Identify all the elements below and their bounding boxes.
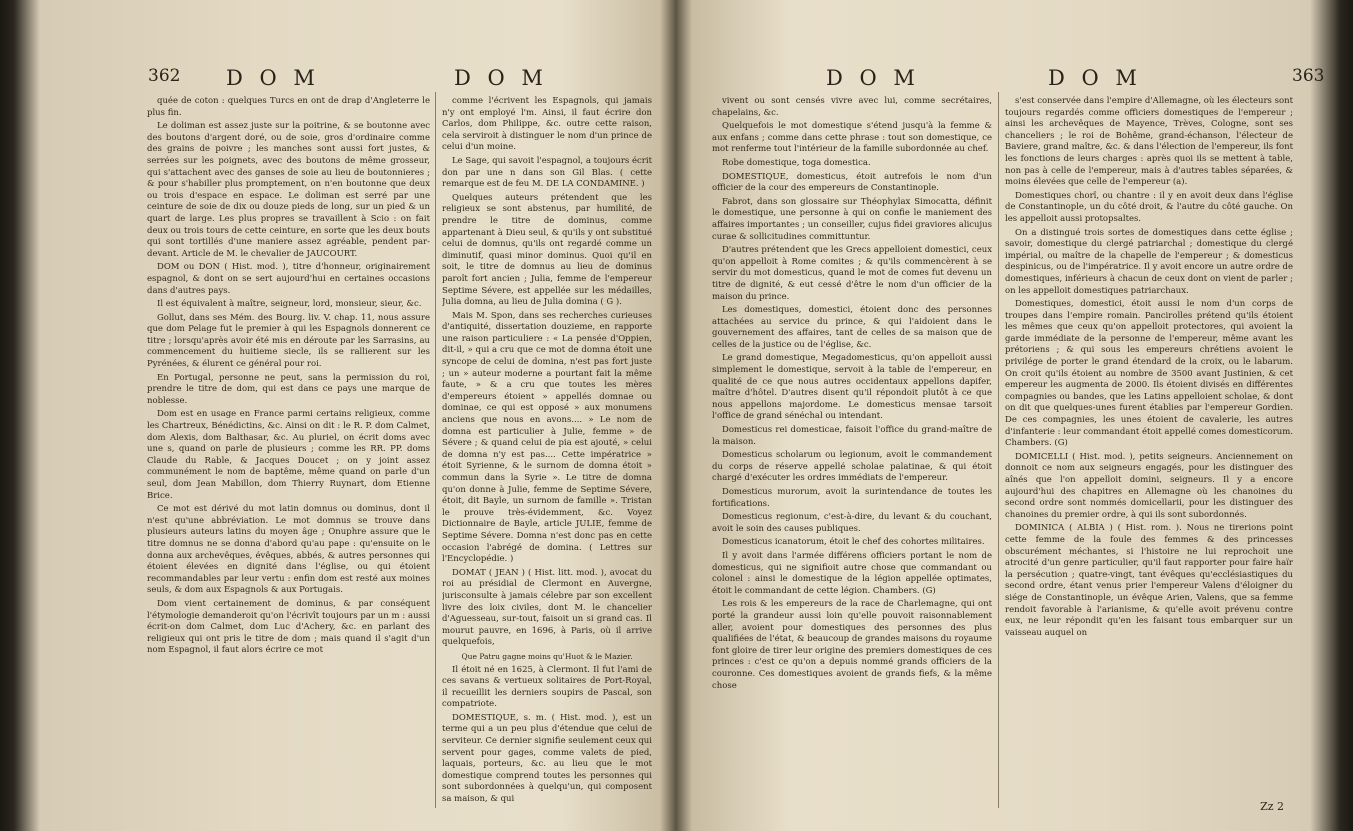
paragraph: Les domestiques, domestici, étoient donc des personnes attachées au service du prince, & qui l'aidoient dans le gouvernement des affaires, tant de celles de sa maison que de celles de la justice ou de l'église, &c. <box>712 305 992 350</box>
paragraph: DOMESTIQUE, s. m. ( Hist. mod. ), est un terme qui a un peu plus d'étendue que celui de serviteur. Ce dernier signifie seulement ceux qui servent pour gages, comme valets de pied, laquais, porteurs, &c. au lieu que le mot domestique comprend toutes les personnes qui sont subordonnées à quelqu'un, qui composent sa maison, & qui <box>442 712 652 805</box>
paragraph: D'autres prétendent que les Grecs appelloient domestici, ceux qu'on appelloit à Rome comites ; & qu'ils commencèrent à se servir du mot domesticus, quand le mot de comes fut devenu un titre de dignité, & eut cessé d'être le nom d'un officier de la maison du prince. <box>712 245 992 302</box>
paragraph: Domesticus murorum, avoit la surintendance de toutes les fortifications. <box>712 487 992 509</box>
paragraph: En Portugal, personne ne peut, sans la permission du roi, prendre le titre de dom, qui est dans ce pays une marque de noblesse. <box>147 372 430 406</box>
text-column-2 <box>442 96 652 808</box>
paragraph: Le doliman est assez juste sur la poitrine, & se boutonne avec des boutons d'argent doré, ou de soie, gros d'ordinaire comme des grains de poivre ; les manches sont aussi fort justes, & serrées sur les poignets, avec des boutons de même grosseur, qui s'attachent avec des ganses de soie au lieu de boutonnieres ; & pour s'habiller plus promptement, on n'en boutonne que deux ou trois d'espace en espace. Le doliman est serré par une ceinture de soie de dix ou douze pieds de long, sur un pied & un quart de large. Les plus propres se travaillent à Scio : on fait deux ou trois tours de cette ceinture, en sorte que les deux bouts qui sont tortillés d'une maniere assez agréable, pendent par-devant. Article de M. le chevalier de JAUCOURT. <box>147 121 430 259</box>
paragraph: DOM ou DON ( Hist. mod. ), titre d'honneur, originairement espagnol, & dont on se sert aujourd'hui en certaines occasions dans d'autres pays. <box>147 262 430 296</box>
left-page <box>30 0 676 831</box>
paragraph: DOMICELLI ( Hist. mod. ), petits seigneurs. Anciennement on donnoit ce nom aux seigneurs engagés, pour les distinguer des aînés que l'on appelloit domini, seigneurs. Il y a encore aujourd'hui des chapitres en Allemagne où les chanoines du second ordre sont nommés domicellarii, pour les distinguer des chanoines du premier ordre, à qui ils sont subordonnés. <box>1005 451 1293 520</box>
paragraph: Domesticus rei domesticae, faisoit l'office du grand-maître de la maison. <box>712 425 992 447</box>
paragraph: Domestiques chorî, ou chantre : il y en avoit deux dans l'église de Constantinople, un du côté droit, & l'autre du côté gauche. On les appelloit aussi protopsaltes. <box>1005 190 1293 224</box>
paragraph: DOMAT ( JEAN ) ( Hist. litt. mod. ), avocat du roi au présidial de Clermont en Auvergne, jurisconsulte à jamais célebre par son excellent livre des loix civiles, dont M. le chancelier d'Aguesseau, sur-tout, faisoit un si grand cas. Il mourut pauvre, en 1696, à Paris, où il arrive quelquefois, <box>442 567 652 648</box>
paragraph: Fabrot, dans son glossaire sur Théophylax Simocatta, définit le domestique, une personne à qui on confie le maniement des affaires importantes ; un conseiller, cujus fidei graviores alicujus curae & sollicitudines committuntur. <box>712 196 992 242</box>
paragraph: Domesticus scholarum ou legionum, avoit le commandement du corps de réserve appellé scholae palatinae, & qui étoit chargé d'exécuter les ordres immédiats de l'empereur. <box>712 450 992 484</box>
page-number: 362 <box>148 66 181 86</box>
signature-mark: Zz 2 <box>1260 800 1284 813</box>
page-number: 363 <box>1292 66 1325 86</box>
running-head: D O M <box>454 66 548 90</box>
paragraph: Il est équivalent à maître, seigneur, lord, monsieur, sieur, &c. <box>157 299 422 310</box>
text-column-4 <box>1005 96 1293 808</box>
paragraph: Domesticus regionum, c'est-à-dire, du levant & du couchant, avoit le soin des causes publiques. <box>712 512 992 534</box>
paragraph: vivent ou sont censés vivre avec lui, comme secrétaires, chapelains, &c. <box>712 96 992 118</box>
paragraph: Il étoit né en 1625, à Clermont. Il fut l'ami de ces savans & vertueux solitaires de Port-Royal, il recueillit les derniers soupirs de Pascal, son compatriote. <box>442 664 652 710</box>
paragraph: Le grand domestique, Megadomesticus, qu'on appelloit aussi simplement le domestique, servoit à la table de l'empereur, en qualité de ce que nous autres occidentaux appellons dapifer, maître d'hôtel. D'autres disent qu'il répondoit plutôt à ce que nous appellons majordome. Le domesticus mensae tarsoit l'office de grand sénéchal ou intendant. <box>712 353 992 422</box>
paragraph: Quelques auteurs prétendent que les religieux se sont abstenus, par humilité, de prendre le titre de dominus, comme appartenant à Dieu seul, & qu'ils y ont substitué celui de domnus, qu'ils ont regardé comme un diminutif, quasi minor dominus. Quoi qu'il en soit, le titre de domnus au lieu de dominus paroît fort ancien ; Julia, femme de l'empereur Septime Sévere, est appellée sur les médailles, Julia domna, au lieu de Julia domina ( G ). <box>442 192 652 308</box>
paragraph: On a distingué trois sortes de domestiques dans cette église ; savoir, domestique du clergé patriarchal ; domestique du clergé impérial, ou maître de la chapelle de l'empereur ; & domesticus despinicus, ou de l'impératrice. Il y avoit encore un autre ordre de domestiques, inférieurs à chacun de ceux dont on vient de parler ; on les appelloit domestiques patriarchaux. <box>1005 227 1293 296</box>
paragraph: Dom est en usage en France parmi certains religieux, comme les Chartreux, Bénédictins, &c. Ainsi on dit : le R. P. dom Calmet, dom Alexis, dom Balthasar, &c. Au pluriel, on écrit doms avec une s, quand on parle de plusieurs ; comme les RR. PP. doms Claude du Rable, & Jacques Doucet ; on y joint assez communément le nom de baptême, même quand on parle d'un seul, dom Jean Mabillon, dom Thierry Ruynart, dom Etienne Brice. <box>147 409 430 501</box>
paragraph: Quelquefois le mot domestique s'étend jusqu'à la femme & aux enfans ; comme dans cette phrase : tout son domestique, ce mot renferme tout l'intérieur de la famille subordonnée au chef. <box>712 121 992 155</box>
running-head: D O M <box>1048 66 1142 90</box>
paragraph: Robe domestique, toga domestica. <box>722 157 871 168</box>
paragraph: Les rois & les empereurs de la race de Charlemagne, qui ont porté la grandeur aussi loin qu'elle pouvoit raisonnablement aller, avoient pour domestiques des personnes des plus qualifiées de l'état, & beaucoup de grandes maisons du royaume font gloire de tirer leur origine des premiers domestiques de ces princes : c'est ce qu'on a depuis nommé grands officiers de la couronne. Ces domestiques avoient de grands fiefs, & la même chose <box>712 599 992 691</box>
running-head: D O M <box>226 66 320 90</box>
paragraph: Ce mot est dérivé du mot latin domnus ou dominus, dont il n'est qu'une abbréviation. Le mot domnus se trouve dans plusieurs auteurs latins du moyen âge ; Onuphre assure que le titre domnus ne se donna d'abord qu'au pape : qu'ensuite on le donna aux archevêques, évêques, abbés, & autres personnes qui étoient élevées en dignité dans l'église, ou qui étoient recommandables par leur vertu : enfin dom est resté aux moines seuls, & dom aux Espagnols & aux Portugais. <box>147 504 430 596</box>
paragraph: DOMINICA ( ALBIA ) ( Hist. rom. ). Nous ne tirerions point cette femme de la foule des femmes & des princesses obscurément méchantes, si l'histoire ne lui reprochoit une atrocité d'un genre particulier, qu'il faut rapporter pour faire haïr la persécution ; quatre-vingt, tant évêques qu'ecclésiastiques du second ordre, étant venus prier l'empereur Valens d'éloigner du siége de Constantinople, un évêque Arien, Valens, que sa femme rendoit favorable à l'arianisme, & qu'elle avoit prévenu contre eux, ne leur répondit qu'en les faisant tous embarquer sur un vaisseau auquel on <box>1005 523 1293 638</box>
verse-quote: Que Patru gagne moins qu'Huot & le Mazier. <box>461 651 633 661</box>
paragraph: Domesticus icanatorum, étoit le chef des cohortes militaires. <box>722 537 985 548</box>
text-column-3 <box>712 96 992 808</box>
paragraph: Gollut, dans ses Mém. des Bourg. liv. V. chap. 11, nous assure que dom Pelage fut le premier à qui les Espagnols donnerent ce titre ; lorsqu'après avoir été mis en déroute par les Sarrasins, au commencement du huitieme siecle, ils se rallierent sur les Pyrénées, & élurent ce général pour roi. <box>147 312 430 370</box>
paragraph: Il y avoit dans l'armée différens officiers portant le nom de domesticus, qui ne signifioit autre chose que commandant ou colonel : ainsi le domestique de la légion appellée optimates, étoit le commandant de cette légion. Chambers. (G) <box>712 550 992 596</box>
column-rule <box>435 92 436 808</box>
right-page-header <box>678 66 1324 92</box>
paragraph: Domestiques, domestici, étoit aussi le nom d'un corps de troupes dans l'empire romain. Pancirolles prétend qu'ils étoient les mêmes que ceux qu'on appelloit protectores, qui avoient la garde immédiate de la personne de l'empereur, même avant les prétoriens ; & qui sous les empereurs chrétiens avoient le privilége de porter le grand étendard de la croix, ou le labarum. On croit qu'ils étoient au nombre de 3500 avant Justinien, & cet empereur les augmenta de 2000. Ils étoient divisés en différentes compagnies ou bandes, que les Latins appelloient scholae, & dont on dit que quelques-unes furent établies par l'empereur Gordien. De ces compagnies, les unes étoient de cavalerie, les autres d'infanterie : leur commandant étoit appellé comes domesticorum. Chambers. (G) <box>1005 299 1293 449</box>
left-page-header <box>30 66 676 92</box>
paragraph: Dom vient certainement de dominus, & par conséquent l'étymologie demanderoit qu'on l'écrivît toujours par un m : aussi écrit-on dom Calmet, dom Luc d'Achery, &c. en parlant des religieux qui ont pris le titre de dom ; mais quand il s'agit d'un nom Espagnol, il faut alors écrire ce mot <box>147 598 430 656</box>
right-page <box>678 0 1324 831</box>
paragraph: Le Sage, qui savoit l'espagnol, a toujours écrit don par une n dans son Gil Blas. ( cette remarque est de feu M. DE LA CONDAMINE. ) <box>442 155 652 190</box>
column-rule <box>998 92 999 808</box>
running-head: D O M <box>826 66 920 90</box>
paragraph: s'est conservée dans l'empire d'Allemagne, où les électeurs sont toujours regardés comme officiers domestiques de l'empereur ; ainsi les archevêques de Mayence, Trèves, Cologne, sont ses chanceliers ; le roi de Bohême, grand-échanson, l'électeur de Baviere, grand maître, &c. & dans l'élection de l'empereur, ils font les fonctions de leurs charges : après quoi ils se mettent à table, non pas à celle de l'empereur, mais à d'autres tables séparées, & moins élevées que celle de l'empereur (a). <box>1005 96 1293 188</box>
text-column-1 <box>147 96 430 808</box>
paragraph: Mais M. Spon, dans ses recherches curieuses d'antiquité, dissertation douzieme, en rapporte une raison particuliere : « La pensée d'Oppien, dit-il, » qui a cru que ce mot de domna étoit une syncope de celui de domina, n'est pas fort juste ; un » auteur moderne a pourtant fait la même faute, » & a cru que toutes les mères d'empereurs étoient » appellés domnae ou dominae, ce qui est opposé » aux monumens anciens que nous en avons.... » Le nom de domna est particulier à Julie, femme » de Sévere ; & quand celui de pia est ajouté, » celui de domna n'y est pas.... Cette impératrice » étoit Syrienne, & le surnom de domna étoit » commun dans la Syrie ». Le titre de domna qu'on donne à Julie, femme de Septime Sévere, étoit, dit Bayle, un surnom de famille ». Tristan le prouve très-évidemment, &c. Voyez Dictionnaire de Bayle, article JULIE, femme de Septime Sévere. Domna n'est donc pas en cette occasion l'abrégé de domina. ( Lettres sur l'Encyclopédie. ) <box>442 310 652 565</box>
paragraph: quée de coton : quelques Turcs en ont de drap d'Angleterre le plus fin. <box>147 96 430 118</box>
paragraph: comme l'écrivent les Espagnols, qui jamais n'y ont employé l'm. Ainsi, il faut écrire don Carlos, dom Philippe, &c. outre cette raison, cela serviroit à distinguer le nom d'un prince de celui d'un moine. <box>442 96 652 153</box>
paragraph: DOMESTIQUE, domesticus, étoit autrefois le nom d'un officier de la cour des empereurs de Constantinople. <box>712 171 992 194</box>
